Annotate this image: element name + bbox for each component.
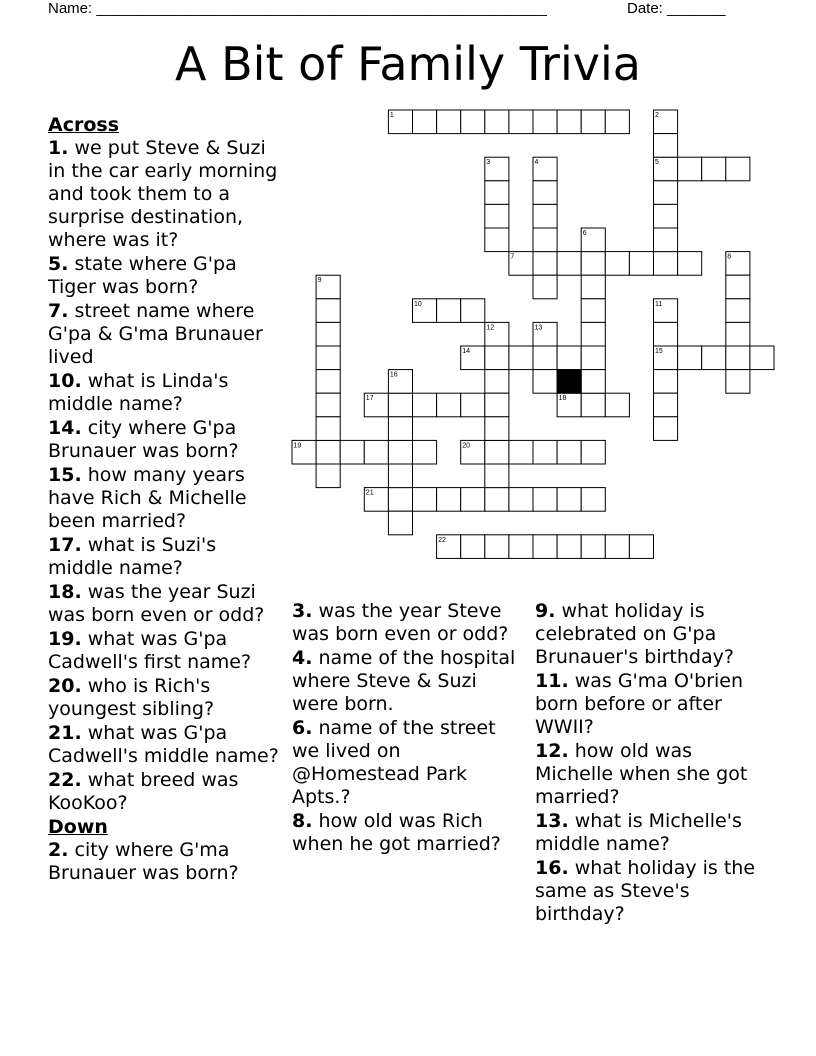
grid-cell[interactable] [461, 440, 485, 464]
down-heading: Down [48, 816, 108, 838]
grid-cell[interactable] [605, 535, 629, 559]
across-clue [48, 628, 283, 674]
grid-cell[interactable] [726, 322, 750, 346]
grid-cell[interactable] [316, 322, 340, 346]
grid-cell[interactable] [654, 346, 678, 370]
grid-cell[interactable] [533, 488, 557, 512]
grid-cell[interactable] [629, 252, 653, 276]
across-clue [48, 370, 283, 416]
grid-cell[interactable] [413, 488, 437, 512]
grid-cell[interactable] [364, 440, 388, 464]
clue-number: 16. [535, 857, 569, 879]
across-clue [48, 464, 283, 533]
grid-cell[interactable] [485, 204, 509, 228]
down-clue [292, 647, 527, 716]
grid-cell[interactable] [388, 511, 412, 535]
grid-cell[interactable] [605, 110, 629, 134]
grid-cell[interactable] [388, 417, 412, 441]
across-clue [48, 417, 283, 463]
grid-cell[interactable] [364, 393, 388, 417]
grid-cell[interactable] [654, 393, 678, 417]
clue-number: 10. [48, 370, 82, 392]
clue-number: 7. [48, 300, 69, 322]
grid-cell[interactable] [292, 440, 316, 464]
grid-cell[interactable] [461, 535, 485, 559]
grid-cell[interactable] [316, 464, 340, 488]
grid-cell[interactable] [485, 440, 509, 464]
grid-cell[interactable] [702, 346, 726, 370]
name-field-label: Name: ______________________________________________________ [48, 0, 547, 17]
grid-cell[interactable] [654, 134, 678, 158]
grid-cell[interactable] [437, 299, 461, 323]
clue-number: 20. [48, 675, 82, 697]
grid-cell[interactable] [316, 440, 340, 464]
grid-cell[interactable] [413, 299, 437, 323]
grid-cell[interactable] [581, 228, 605, 252]
grid-number: 8 [727, 253, 732, 261]
grid-number: 18 [558, 395, 567, 403]
clue-text: how many years have Rich & Michelle been married? [48, 464, 247, 532]
grid-cell[interactable] [678, 157, 702, 181]
grid-cell[interactable] [726, 299, 750, 323]
grid-cell[interactable] [581, 535, 605, 559]
clue-text: what is Linda's middle name? [48, 370, 229, 415]
grid-cell[interactable] [413, 110, 437, 134]
clue-text: was the year Suzi was born even or odd? [48, 581, 265, 626]
grid-cell[interactable] [654, 181, 678, 205]
clue-text: name of the hospital where Steve & Suzi were born. [292, 647, 516, 715]
clue-number: 21. [48, 722, 82, 744]
grid-cell[interactable] [533, 252, 557, 276]
grid-cell[interactable] [413, 393, 437, 417]
grid-cell[interactable] [750, 346, 774, 370]
grid-cell[interactable] [388, 370, 412, 394]
clue-number: 4. [292, 647, 313, 669]
clue-text: what holiday is celebrated on G'pa Brunauer's birthday? [535, 600, 734, 668]
black-square [557, 370, 581, 394]
grid-cell[interactable] [557, 440, 581, 464]
down-clue [535, 857, 770, 926]
down-clue [292, 717, 527, 809]
grid-cell[interactable] [485, 181, 509, 205]
grid-cell[interactable] [340, 440, 364, 464]
grid-cell[interactable] [654, 157, 678, 181]
grid-cell[interactable] [316, 275, 340, 299]
clue-number: 17. [48, 534, 82, 556]
grid-cell[interactable] [533, 181, 557, 205]
grid-cell[interactable] [557, 488, 581, 512]
grid-number: 22 [438, 536, 446, 544]
clue-number: 15. [48, 464, 82, 486]
clue-text: was the year Steve was born even or odd? [292, 600, 509, 645]
grid-cell[interactable] [557, 535, 581, 559]
grid-cell[interactable] [509, 110, 533, 134]
grid-cell[interactable] [509, 535, 533, 559]
grid-cell[interactable] [533, 110, 557, 134]
down-clue [535, 810, 770, 856]
down-clue [535, 600, 770, 669]
grid-cell[interactable] [509, 346, 533, 370]
clue-text: what was G'pa Cadwell's middle name? [48, 722, 279, 767]
grid-cell[interactable] [557, 346, 581, 370]
clue-text: name of the street we lived on @Homestead Park Apts.? [292, 717, 496, 808]
grid-cell[interactable] [485, 370, 509, 394]
clue-text: how old was Rich when he got married? [292, 810, 501, 855]
grid-cell[interactable] [388, 464, 412, 488]
down-clue [48, 839, 283, 885]
clue-number: 18. [48, 581, 82, 603]
across-clue [48, 675, 283, 721]
grid-cell[interactable] [581, 299, 605, 323]
grid-cell[interactable] [581, 110, 605, 134]
grid-number: 5 [655, 159, 659, 167]
grid-cell[interactable] [557, 393, 581, 417]
grid-cell[interactable] [461, 299, 485, 323]
grid-cell[interactable] [654, 322, 678, 346]
grid-cell[interactable] [581, 252, 605, 276]
grid-cell[interactable] [654, 110, 678, 134]
grid-cell[interactable] [437, 488, 461, 512]
grid-cell[interactable] [605, 252, 629, 276]
grid-cell[interactable] [557, 110, 581, 134]
grid-number: 9 [317, 277, 322, 285]
clue-text: how old was Michelle when she got married? [535, 740, 748, 808]
grid-cell[interactable] [316, 393, 340, 417]
grid-cell[interactable] [437, 110, 461, 134]
grid-number: 19 [293, 442, 302, 450]
grid-number: 2 [655, 112, 659, 119]
grid-cell[interactable] [581, 370, 605, 394]
clues-column-3 [535, 600, 770, 927]
grid-cell[interactable] [485, 157, 509, 181]
grid-cell[interactable] [485, 535, 509, 559]
grid-cell[interactable] [581, 346, 605, 370]
clue-number: 11. [535, 670, 569, 692]
across-clue [48, 253, 283, 299]
grid-number: 20 [462, 442, 470, 450]
grid-cell[interactable] [533, 204, 557, 228]
grid-cell[interactable] [654, 204, 678, 228]
grid-number: 1 [389, 112, 394, 119]
grid-number: 21 [365, 489, 374, 497]
grid-cell[interactable] [437, 535, 461, 559]
clue-text: state where G'pa Tiger was born? [48, 253, 237, 298]
clue-number: 12. [535, 740, 569, 762]
clue-number: 19. [48, 628, 82, 650]
grid-cell[interactable] [533, 535, 557, 559]
grid-number: 6 [582, 230, 587, 237]
clue-text: what was G'pa Cadwell's first name? [48, 628, 252, 673]
grid-cell[interactable] [654, 370, 678, 394]
grid-cell[interactable] [316, 299, 340, 323]
clue-number: 2. [48, 839, 69, 861]
grid-cell[interactable] [388, 440, 412, 464]
grid-cell[interactable] [533, 346, 557, 370]
grid-cell[interactable] [581, 440, 605, 464]
clue-text: what is Suzi's middle name? [48, 534, 217, 579]
grid-cell[interactable] [557, 252, 581, 276]
grid-cell[interactable] [726, 346, 750, 370]
clue-text: what holiday is the same as Steve's birthday? [535, 857, 756, 925]
grid-number: 11 [655, 300, 663, 308]
clue-text: what breed was KooKoo? [48, 769, 239, 814]
grid-cell[interactable] [485, 322, 509, 346]
clue-number: 1. [48, 137, 69, 159]
grid-number: 12 [486, 324, 495, 332]
grid-cell[interactable] [533, 322, 557, 346]
grid-number: 4 [534, 159, 539, 167]
grid-cell[interactable] [388, 393, 412, 417]
grid-cell[interactable] [654, 417, 678, 441]
grid-cell[interactable] [654, 299, 678, 323]
across-clue [48, 581, 283, 627]
grid-number: 14 [462, 348, 470, 355]
grid-cell[interactable] [461, 110, 485, 134]
grid-cell[interactable] [702, 157, 726, 181]
clue-number: 3. [292, 600, 313, 622]
grid-number: 17 [365, 395, 374, 403]
across-clue [48, 300, 283, 369]
grid-cell[interactable] [388, 110, 412, 134]
across-clue [48, 137, 283, 252]
clues-column-2 [292, 600, 527, 857]
grid-number: 7 [510, 253, 515, 261]
grid-number: 16 [389, 371, 398, 379]
grid-number: 10 [414, 300, 422, 308]
grid-cell[interactable] [654, 228, 678, 252]
grid-cell[interactable] [678, 252, 702, 276]
grid-cell[interactable] [485, 228, 509, 252]
down-clue [535, 670, 770, 739]
grid-cell[interactable] [726, 252, 750, 276]
grid-cell[interactable] [581, 488, 605, 512]
page-title: A Bit of Family Trivia [175, 37, 641, 91]
clue-text: was G'ma O'brien born before or after WWII? [535, 670, 744, 738]
grid-cell[interactable] [485, 110, 509, 134]
down-clue [292, 600, 527, 646]
grid-cell[interactable] [413, 440, 437, 464]
grid-cell[interactable] [316, 417, 340, 441]
grid-cell[interactable] [388, 488, 412, 512]
clue-number: 8. [292, 810, 313, 832]
clues-column-1 [48, 114, 283, 886]
grid-cell[interactable] [437, 393, 461, 417]
grid-cell[interactable] [654, 252, 678, 276]
clue-text: what is Michelle's middle name? [535, 810, 742, 855]
grid-cell[interactable] [726, 275, 750, 299]
grid-cell[interactable] [533, 275, 557, 299]
clue-text: street name where G'pa & G'ma Brunauer lived [48, 300, 263, 368]
grid-cell[interactable] [461, 488, 485, 512]
across-heading: Across [48, 114, 120, 136]
grid-cell[interactable] [485, 464, 509, 488]
clue-number: 9. [535, 600, 556, 622]
across-clue [48, 722, 283, 768]
grid-cell[interactable] [461, 346, 485, 370]
clue-number: 14. [48, 417, 82, 439]
grid-number: 15 [655, 348, 663, 355]
grid-cell[interactable] [461, 393, 485, 417]
clue-text: we put Steve & Suzi in the car early morning and took them to a surprise destination, where was it? [48, 137, 278, 251]
grid-cell[interactable] [726, 370, 750, 394]
grid-cell[interactable] [678, 346, 702, 370]
grid-cell[interactable] [581, 275, 605, 299]
grid-cell[interactable] [509, 440, 533, 464]
down-clue [292, 810, 527, 856]
grid-cell[interactable] [485, 393, 509, 417]
across-clue [48, 769, 283, 815]
grid-cell[interactable] [533, 440, 557, 464]
clue-number: 6. [292, 717, 313, 739]
grid-cell[interactable] [726, 157, 750, 181]
grid-cell[interactable] [485, 488, 509, 512]
across-clue [48, 534, 283, 580]
grid-cell[interactable] [364, 488, 388, 512]
grid-cell[interactable] [316, 346, 340, 370]
grid-cell[interactable] [533, 157, 557, 181]
clue-number: 5. [48, 253, 69, 275]
grid-cell[interactable] [485, 417, 509, 441]
down-clue [535, 740, 770, 809]
grid-cell[interactable] [581, 322, 605, 346]
clue-text: city where G'pa Brunauer was born? [48, 417, 239, 462]
grid-number: 3 [486, 159, 491, 167]
grid-cell[interactable] [509, 488, 533, 512]
grid-cell[interactable] [533, 370, 557, 394]
grid-cell[interactable] [316, 370, 340, 394]
clue-text: who is Rich's youngest sibling? [48, 675, 215, 720]
clue-number: 22. [48, 769, 82, 791]
grid-cell[interactable] [533, 228, 557, 252]
grid-cell[interactable] [629, 535, 653, 559]
grid-cell[interactable] [605, 393, 629, 417]
grid-cell[interactable] [509, 252, 533, 276]
date-field-label: Date: _______ [627, 0, 726, 17]
grid-cell[interactable] [581, 393, 605, 417]
clue-number: 13. [535, 810, 569, 832]
grid-number: 13 [534, 324, 543, 332]
grid-cell[interactable] [485, 346, 509, 370]
clue-text: city where G'ma Brunauer was born? [48, 839, 239, 884]
